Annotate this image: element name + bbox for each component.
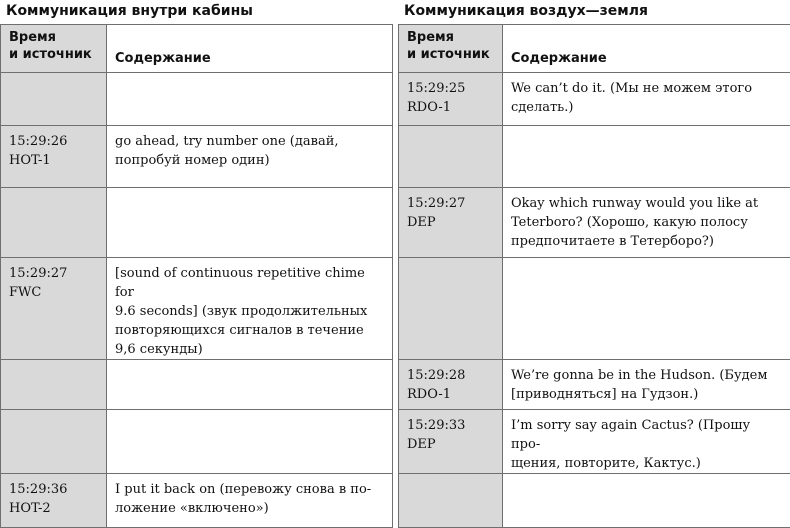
right-time: 15:29:25 — [407, 79, 494, 98]
right-time: 15:29:33 — [407, 416, 494, 435]
content-line: 9,6 секунды) — [115, 340, 384, 359]
left-time-source-header: Время и источник — [1, 25, 107, 73]
content-line: сделать.) — [511, 98, 782, 117]
air-ground-communication-heading: Коммуникация воздух—земля — [404, 0, 648, 24]
left-content-cell — [107, 410, 393, 474]
content-line: Okay which runway would you like at — [511, 194, 782, 213]
right-source: DEP — [407, 435, 494, 454]
left-content-cell — [107, 360, 393, 410]
content-line: go ahead, try number one (давай, — [115, 132, 384, 151]
left-content-cell — [107, 73, 393, 126]
content-line: I put it back on (перевожу снова в по- — [115, 480, 384, 499]
left-time-source-cell — [1, 410, 107, 474]
content-line: Teterboro? (Хорошо, какую полосу — [511, 213, 782, 232]
right-content-cell — [503, 258, 790, 360]
right-time-source-cell — [399, 360, 503, 410]
right-content-cell — [503, 188, 790, 258]
content-line: 9.6 seconds] (звук продолжительных — [115, 302, 384, 321]
left-time-source-cell — [1, 126, 107, 188]
right-time-source-cell — [399, 73, 503, 126]
right-time: 15:29:28 — [407, 366, 494, 385]
right-content-cell — [503, 73, 790, 126]
right-source: RDO-1 — [407, 385, 494, 404]
left-time: 15:29:27 — [9, 264, 98, 283]
left-source: HOT-2 — [9, 499, 98, 518]
cockpit-communication-heading: Коммуникация внутри кабины — [6, 0, 253, 24]
content-line: попробуй номер один) — [115, 151, 384, 170]
content-line: [sound of continuous repetitive chime for — [115, 264, 384, 302]
transcript-row — [1, 258, 790, 360]
right-time-source-cell — [399, 474, 503, 528]
left-source: HOT-1 — [9, 151, 98, 170]
content-line: We can’t do it. (Мы не можем этого — [511, 79, 782, 98]
right-source: DEP — [407, 213, 494, 232]
content-line: [приводняться] на Гудзон.) — [511, 385, 782, 404]
right-content-cell — [503, 126, 790, 188]
content-line: щения, повторите, Кактус.) — [511, 454, 782, 473]
transcript-row — [1, 360, 790, 410]
right-time-source-cell — [399, 126, 503, 188]
left-content-cell — [107, 474, 393, 528]
transcript-row — [1, 474, 790, 528]
column-header-row — [1, 25, 790, 73]
left-content-cell — [107, 126, 393, 188]
transcript-row — [1, 126, 790, 188]
right-content-cell — [503, 360, 790, 410]
left-time-source-cell — [1, 73, 107, 126]
transcript-row — [1, 188, 790, 258]
right-time-source-cell — [399, 258, 503, 360]
transcript-row — [1, 410, 790, 474]
right-content-header: Содержание — [503, 25, 790, 73]
left-time-source-cell — [1, 188, 107, 258]
left-time-source-cell — [1, 474, 107, 528]
left-source: FWC — [9, 283, 98, 302]
right-content-cell — [503, 474, 790, 528]
right-time-source-header: Время и источник — [399, 25, 503, 73]
right-time-source-cell — [399, 410, 503, 474]
left-time: 15:29:26 — [9, 132, 98, 151]
left-content-cell — [107, 188, 393, 258]
right-time: 15:29:27 — [407, 194, 494, 213]
right-source: RDO-1 — [407, 98, 494, 117]
content-line: We’re gonna be in the Hudson. (Будем — [511, 366, 782, 385]
left-time-source-cell — [1, 360, 107, 410]
left-time-source-cell — [1, 258, 107, 360]
content-line: предпочитаете в Тетерборо?) — [511, 232, 782, 251]
content-line: ложение «включено») — [115, 499, 384, 518]
transcript-table — [0, 24, 790, 528]
left-content-cell — [107, 258, 393, 360]
left-time: 15:29:36 — [9, 480, 98, 499]
content-line: I’m sorry say again Cactus? (Прошу про- — [511, 416, 782, 454]
left-content-header: Содержание — [107, 25, 393, 73]
content-line: повторяющихся сигналов в течение — [115, 321, 384, 340]
transcript-row — [1, 73, 790, 126]
right-time-source-cell — [399, 188, 503, 258]
right-content-cell — [503, 410, 790, 474]
